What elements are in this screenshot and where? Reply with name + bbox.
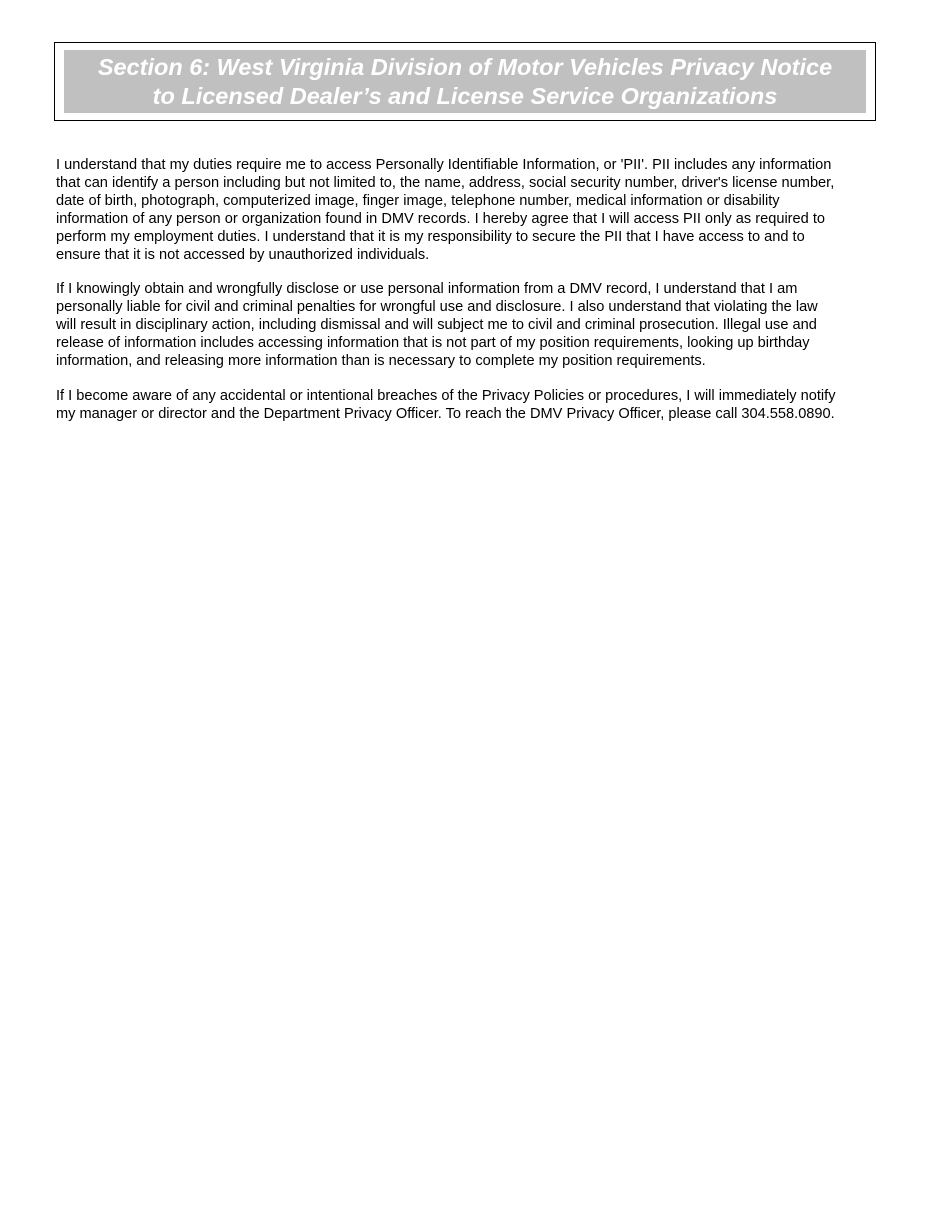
- section-title-box: [54, 42, 876, 121]
- section-title-line-2: to Licensed Dealer’s and License Service Organizations: [152, 82, 778, 109]
- text-line: information, and releasing more information than is necessary to complete my position requirements.: [56, 353, 706, 370]
- text-line: release of information includes accessing information that is not part of my position requirements, looking up birthday: [56, 335, 810, 352]
- section-title-band: [64, 50, 866, 113]
- paragraph-pii-access: [56, 157, 901, 264]
- text-line: ensure that it is not accessed by unauthorized individuals.: [56, 246, 430, 263]
- text-line: date of birth, photograph, computerized image, finger image, telephone number, medical information or disability: [56, 192, 780, 209]
- section-title-line-1: Section 6: West Virginia Division of Motor Vehicles Privacy Notice: [97, 53, 833, 80]
- text-line: perform my employment duties. I understand that it is my responsibility to secure the PII that I have access to and to: [56, 228, 805, 245]
- privacy-notice-body: [56, 157, 901, 441]
- text-line: I understand that my duties require me to access Personally Identifiable Information, or 'PII'. PII includes any information: [56, 157, 832, 173]
- text-line: If I knowingly obtain and wrongfully disclose or use personal information from a DMV record, I understand that I am: [56, 281, 798, 298]
- text-line: that can identify a person including but not limited to, the name, address, social security number, driver's license number,: [56, 174, 835, 191]
- paragraph-breach-notification: [56, 388, 901, 424]
- text-line: personally liable for civil and criminal penalties for wrongful use and disclosure. I also understand that violating the law: [56, 299, 818, 316]
- paragraph-liability: [56, 281, 901, 371]
- text-line: information of any person or organization found in DMV records. I hereby agree that I will access PII only as required to: [56, 210, 826, 227]
- text-line: If I become aware of any accidental or intentional breaches of the Privacy Policies or procedures, I will immediately notify: [56, 387, 836, 404]
- text-line: will result in disciplinary action, including dismissal and will subject me to civil and criminal prosecution. Illegal use and: [56, 317, 817, 334]
- text-line: my manager or director and the Department Privacy Officer. To reach the DMV Privacy Officer, please call 304.558.0890.: [56, 405, 835, 422]
